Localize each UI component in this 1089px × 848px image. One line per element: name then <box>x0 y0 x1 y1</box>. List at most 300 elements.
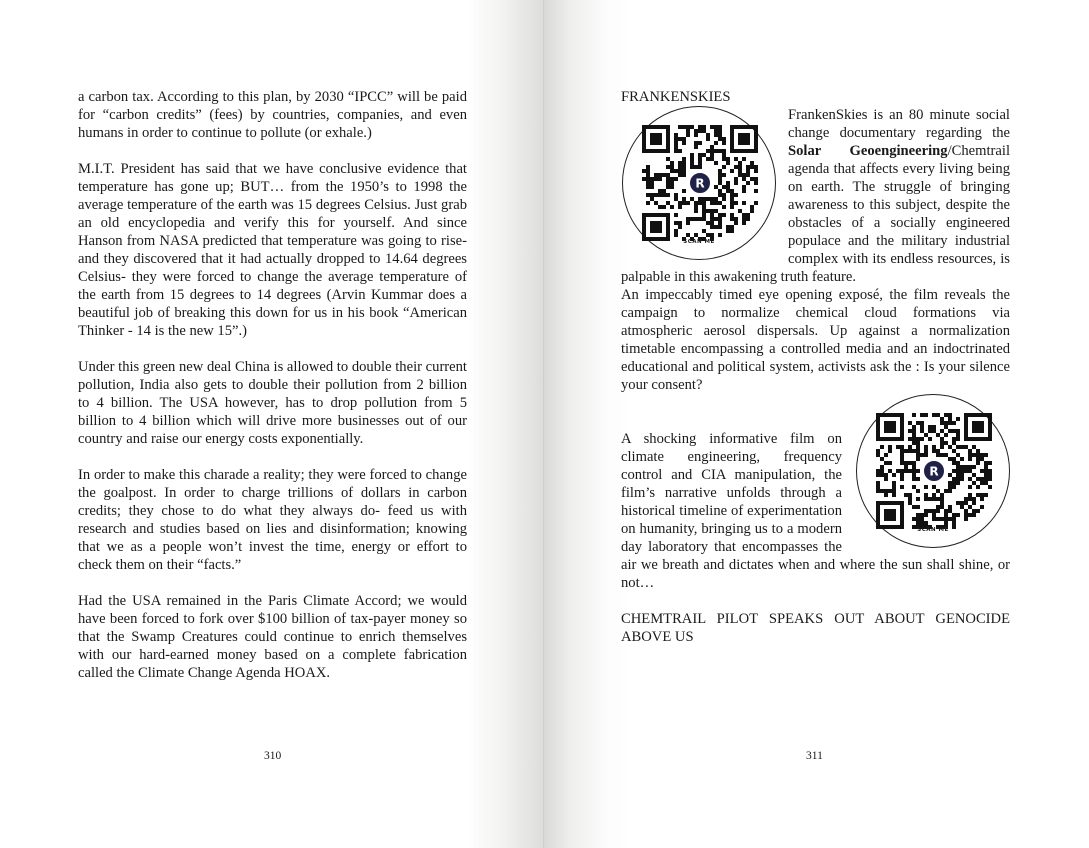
qr-module <box>674 213 678 217</box>
qr-module <box>682 165 686 169</box>
qr-module <box>916 445 920 449</box>
qr-module <box>964 469 968 473</box>
qr-module <box>754 189 758 193</box>
qr-code-icon <box>876 413 992 529</box>
qr-module <box>980 493 984 497</box>
qr-module <box>916 505 920 509</box>
qr-module <box>722 185 726 189</box>
qr-module <box>718 169 722 173</box>
qr-module <box>944 425 948 429</box>
paragraph: M.I.T. President has said that we have conclusive evidence that temperature has gone up; BUT… from the 1950’s to 1998 the average temperature of the earth was 15 degrees Celsius. Just grab an old encyclopedia and verify this for yourself. And since Hanson from NASA predicted that temperature was going to rise- and they discovered that it had actually dropped to 14.64 degrees Celsius- they were forced to change the average temperature of the earth from 15 degrees to 14 degrees (Arvin Kummar does a beautiful job of breaking this down for us in his book “American Thinker - 14 is the new 15”.) <box>78 161 467 339</box>
qr-module <box>900 453 904 457</box>
qr-module <box>984 477 988 481</box>
qr-module <box>702 205 706 209</box>
qr-module <box>964 509 968 513</box>
qr-module <box>952 441 956 445</box>
qr-module <box>936 505 940 509</box>
qr-module <box>670 205 674 209</box>
qr-module <box>698 157 702 161</box>
qr-module <box>738 209 742 213</box>
qr-module <box>718 133 722 137</box>
qr-module <box>944 421 948 425</box>
qr-module <box>916 457 920 461</box>
qr-module <box>952 485 956 489</box>
qr-module <box>964 501 968 505</box>
qr-module <box>682 189 686 193</box>
qr-module <box>964 497 968 501</box>
qr-module <box>980 453 984 457</box>
qr-module <box>952 469 956 473</box>
qr-module <box>742 217 746 221</box>
qr-module <box>912 477 916 481</box>
qr-module <box>980 469 984 473</box>
qr-module <box>666 165 670 169</box>
qr-module <box>674 193 678 197</box>
qr-module <box>956 433 960 437</box>
qr-module <box>888 445 892 449</box>
qr-module <box>706 157 710 161</box>
qr-module <box>896 469 900 473</box>
qr-module <box>674 145 678 149</box>
qr-module <box>658 205 662 209</box>
qr-module <box>650 185 654 189</box>
qr-module <box>892 485 896 489</box>
qr-module <box>734 201 738 205</box>
qr-code-frankenskies[interactable] <box>622 106 776 260</box>
qr-module <box>928 497 932 501</box>
qr-module <box>710 209 714 213</box>
qr-module <box>686 221 690 225</box>
qr-module <box>972 465 976 469</box>
qr-module <box>880 445 884 449</box>
qr-module <box>908 421 912 425</box>
qr-module <box>940 437 944 441</box>
qr-module <box>884 453 888 457</box>
qr-module <box>956 473 960 477</box>
qr-module <box>932 509 936 513</box>
qr-module <box>956 465 960 469</box>
qr-module <box>678 173 682 177</box>
qr-module <box>940 453 944 457</box>
qr-module <box>980 457 984 461</box>
qr-module <box>884 489 888 493</box>
qr-module <box>714 201 718 205</box>
qr-module <box>924 453 928 457</box>
qr-module <box>876 485 880 489</box>
qr-module <box>876 473 880 477</box>
qr-module <box>678 161 682 165</box>
qr-module <box>948 421 952 425</box>
qr-module <box>960 473 964 477</box>
qr-module <box>960 469 964 473</box>
qr-module <box>730 189 734 193</box>
qr-module <box>984 465 988 469</box>
qr-module <box>912 473 916 477</box>
qr-module <box>718 189 722 193</box>
qr-module <box>956 453 960 457</box>
qr-module <box>698 201 702 205</box>
paragraph: Under this green new deal China is allowed to double their current pollution, India also gets to double their pollution from 2 billion to 4 billion. The USA however, has to drop pollution from 5 billion to 4 billion which will drive more businesses out of our country and raise our energy costs exponentially. <box>78 359 467 447</box>
qr-module <box>646 201 650 205</box>
qr-module <box>678 165 682 169</box>
qr-module <box>710 153 714 157</box>
qr-module <box>932 425 936 429</box>
qr-module <box>698 129 702 133</box>
qr-module <box>920 421 924 425</box>
qr-module <box>730 197 734 201</box>
qr-finder-pattern <box>878 415 902 439</box>
qr-module <box>726 189 730 193</box>
qr-module <box>722 157 726 161</box>
qr-module <box>702 201 706 205</box>
qr-module <box>972 497 976 501</box>
qr-module <box>904 449 908 453</box>
qr-module <box>876 489 880 493</box>
qr-module <box>948 429 952 433</box>
qr-module <box>916 497 920 501</box>
qr-module <box>702 129 706 133</box>
qr-module <box>968 493 972 497</box>
qr-module <box>746 181 750 185</box>
keyword-solar-geoengineering: Solar Geoengineering <box>788 143 948 159</box>
qr-module <box>912 425 916 429</box>
qr-module <box>980 505 984 509</box>
qr-module <box>682 125 686 129</box>
qr-module <box>710 197 714 201</box>
qr-module <box>976 509 980 513</box>
qr-code-film[interactable] <box>856 394 1010 548</box>
qr-module <box>960 457 964 461</box>
paragraph-film-description: A shocking informative film on climate engineering, frequency control and CIA manipulation, the film’s narrative unfolds through a historical timeline of experimentation on humanity, bringing us to a modern day laboratory that encompasses the air we breath and dictates when and where the sun shall shine, or not… <box>621 431 1010 591</box>
qr-module <box>972 445 976 449</box>
qr-module <box>976 477 980 481</box>
qr-module <box>888 449 892 453</box>
qr-module <box>690 157 694 161</box>
qr-module <box>976 453 980 457</box>
qr-module <box>936 497 940 501</box>
qr-module <box>956 429 960 433</box>
qr-module <box>904 469 908 473</box>
qr-module <box>698 161 702 165</box>
qr-module <box>730 217 734 221</box>
qr-module <box>714 209 718 213</box>
qr-module <box>920 513 924 517</box>
qr-module <box>952 513 956 517</box>
qr-module <box>948 445 952 449</box>
qr-module <box>734 165 738 169</box>
qr-module <box>904 465 908 469</box>
qr-module <box>952 517 956 521</box>
qr-module <box>722 205 726 209</box>
qr-module <box>956 461 960 465</box>
qr-module <box>662 189 666 193</box>
qr-module <box>920 453 924 457</box>
qr-module <box>718 125 722 129</box>
qr-module <box>908 449 912 453</box>
qr-module <box>682 197 686 201</box>
qr-module <box>972 509 976 513</box>
qr-module <box>944 441 948 445</box>
right-page-body <box>621 88 1010 646</box>
qr-module <box>754 181 758 185</box>
qr-module <box>936 413 940 417</box>
qr-module <box>718 173 722 177</box>
qr-finder-pattern <box>732 127 756 151</box>
paragraph: a carbon tax. According to this plan, by 2030 “IPCC” will be paid for “carbon credits” (fees) by countries, companies, and even humans in order to continue to pollute (or exhale.) <box>78 89 467 141</box>
qr-module <box>880 457 884 461</box>
qr-logo-letter: R <box>695 176 705 191</box>
qr-module <box>960 445 964 449</box>
qr-module <box>682 157 686 161</box>
qr-module <box>714 149 718 153</box>
left-page-body <box>78 88 467 700</box>
qr-module <box>956 513 960 517</box>
qr-module <box>988 469 992 473</box>
qr-module <box>650 181 654 185</box>
qr-module <box>714 161 718 165</box>
qr-module <box>654 173 658 177</box>
qr-module <box>968 477 972 481</box>
qr-module <box>734 181 738 185</box>
qr-finder-pattern <box>966 415 990 439</box>
qr-module <box>944 453 948 457</box>
qr-module <box>718 181 722 185</box>
qr-module <box>694 205 698 209</box>
qr-module <box>924 413 928 417</box>
qr-module <box>730 169 734 173</box>
qr-module <box>698 217 702 221</box>
qr-module <box>646 193 650 197</box>
qr-module <box>706 149 710 153</box>
qr-module <box>908 501 912 505</box>
qr-module <box>940 429 944 433</box>
qr-module <box>750 165 754 169</box>
qr-module <box>674 229 678 233</box>
qr-module <box>876 469 880 473</box>
qr-module <box>888 489 892 493</box>
qr-module <box>956 501 960 505</box>
qr-module <box>742 213 746 217</box>
qr-module <box>678 169 682 173</box>
paragraph: In order to make this charade a reality; they were forced to change the goalpost. In order to charge trillions of dollars in carbon credits; they chose to do what they always do- feed us with research and studies based on lies and disinformation; knowing that we as a people won’t invest the time, energy or effort to check them on their “facts.” <box>78 467 467 573</box>
right-page <box>544 0 1089 848</box>
qr-module <box>726 185 730 189</box>
qr-module <box>900 473 904 477</box>
qr-module <box>912 449 916 453</box>
qr-module <box>722 173 726 177</box>
qr-module <box>976 493 980 497</box>
qr-module <box>912 485 916 489</box>
qr-module <box>730 193 734 197</box>
qr-module <box>964 465 968 469</box>
section-heading-frankenskies: FRANKENSKIES <box>621 89 731 105</box>
qr-module <box>984 493 988 497</box>
qr-module <box>932 413 936 417</box>
qr-module <box>722 149 726 153</box>
qr-module <box>968 453 972 457</box>
qr-module <box>912 469 916 473</box>
qr-module <box>892 481 896 485</box>
qr-module <box>912 437 916 441</box>
qr-module <box>932 493 936 497</box>
qr-module <box>654 177 658 181</box>
qr-module <box>968 449 972 453</box>
qr-module <box>714 197 718 201</box>
qr-scan-label: SCAN ME <box>683 239 715 245</box>
qr-module <box>642 169 646 173</box>
qr-module <box>742 189 746 193</box>
qr-module <box>718 213 722 217</box>
qr-module <box>686 133 690 137</box>
qr-module <box>722 141 726 145</box>
qr-module <box>702 213 706 217</box>
qr-finder-pattern <box>644 215 668 239</box>
qr-module <box>682 169 686 173</box>
qr-module <box>884 461 888 465</box>
qr-module <box>746 213 750 217</box>
qr-module <box>646 165 650 169</box>
qr-module <box>746 217 750 221</box>
qr-module <box>746 165 750 169</box>
qr-module <box>940 501 944 505</box>
qr-module <box>884 477 888 481</box>
qr-module <box>952 421 956 425</box>
qr-module <box>666 185 670 189</box>
qr-module <box>948 485 952 489</box>
qr-module <box>670 169 674 173</box>
qr-module <box>726 225 730 229</box>
qr-module <box>956 481 960 485</box>
qr-module <box>750 209 754 213</box>
qr-module <box>750 161 754 165</box>
qr-module <box>948 417 952 421</box>
qr-module <box>952 521 956 525</box>
qr-module <box>718 201 722 205</box>
qr-module <box>948 505 952 509</box>
qr-module <box>646 173 650 177</box>
qr-module <box>706 137 710 141</box>
qr-module <box>722 193 726 197</box>
qr-module <box>650 193 654 197</box>
qr-module <box>924 485 928 489</box>
qr-module <box>682 201 686 205</box>
qr-module <box>896 445 900 449</box>
qr-scan-label: SCAN ME <box>917 527 949 533</box>
qr-module <box>742 201 746 205</box>
qr-module <box>682 161 686 165</box>
qr-module <box>662 205 666 209</box>
qr-module <box>948 489 952 493</box>
qr-module <box>976 485 980 489</box>
qr-module <box>900 445 904 449</box>
qr-module <box>924 449 928 453</box>
qr-module <box>718 177 722 181</box>
qr-module <box>908 429 912 433</box>
qr-module <box>674 233 678 237</box>
qr-module <box>948 509 952 513</box>
qr-module <box>964 517 968 521</box>
qr-module <box>904 461 908 465</box>
qr-module <box>702 153 706 157</box>
qr-module <box>742 221 746 225</box>
qr-module <box>666 173 670 177</box>
qr-module <box>682 173 686 177</box>
qr-module <box>952 437 956 441</box>
qr-module <box>980 477 984 481</box>
qr-module <box>718 233 722 237</box>
qr-module <box>678 201 682 205</box>
qr-module <box>706 221 710 225</box>
qr-module <box>940 445 944 449</box>
qr-module <box>746 169 750 173</box>
qr-module <box>912 441 916 445</box>
qr-module <box>976 449 980 453</box>
qr-module <box>928 425 932 429</box>
qr-module <box>714 125 718 129</box>
qr-code-icon <box>642 125 758 241</box>
qr-module <box>968 513 972 517</box>
qr-module <box>924 493 928 497</box>
qr-module <box>694 141 698 145</box>
qr-module <box>944 413 948 417</box>
qr-module <box>694 129 698 133</box>
qr-module <box>710 125 714 129</box>
qr-module <box>738 165 742 169</box>
qr-module <box>964 445 968 449</box>
qr-module <box>932 445 936 449</box>
qr-module <box>904 493 908 497</box>
qr-module <box>920 413 924 417</box>
qr-module <box>888 461 892 465</box>
qr-module <box>984 473 988 477</box>
qr-module <box>940 505 944 509</box>
qr-module <box>674 221 678 225</box>
qr-module <box>892 473 896 477</box>
qr-module <box>714 217 718 221</box>
qr-module <box>944 513 948 517</box>
qr-module <box>956 445 960 449</box>
qr-module <box>900 461 904 465</box>
qr-module <box>694 209 698 213</box>
qr-module <box>936 449 940 453</box>
qr-module <box>916 441 920 445</box>
qr-module <box>940 497 944 501</box>
qr-module <box>940 441 944 445</box>
qr-module <box>710 217 714 221</box>
qr-module <box>988 473 992 477</box>
qr-module <box>718 217 722 221</box>
qr-module <box>900 469 904 473</box>
qr-module <box>702 217 706 221</box>
qr-module <box>876 449 880 453</box>
qr-module <box>670 181 674 185</box>
qr-module <box>674 169 678 173</box>
qr-module <box>924 509 928 513</box>
qr-module <box>972 473 976 477</box>
qr-module <box>710 145 714 149</box>
qr-module <box>876 481 880 485</box>
qr-module <box>912 413 916 417</box>
qr-module <box>900 477 904 481</box>
qr-module <box>936 509 940 513</box>
qr-module <box>694 201 698 205</box>
qr-module <box>718 149 722 153</box>
qr-module <box>746 173 750 177</box>
qr-module <box>686 129 690 133</box>
qr-module <box>972 513 976 517</box>
qr-module <box>940 417 944 421</box>
qr-module <box>956 417 960 421</box>
